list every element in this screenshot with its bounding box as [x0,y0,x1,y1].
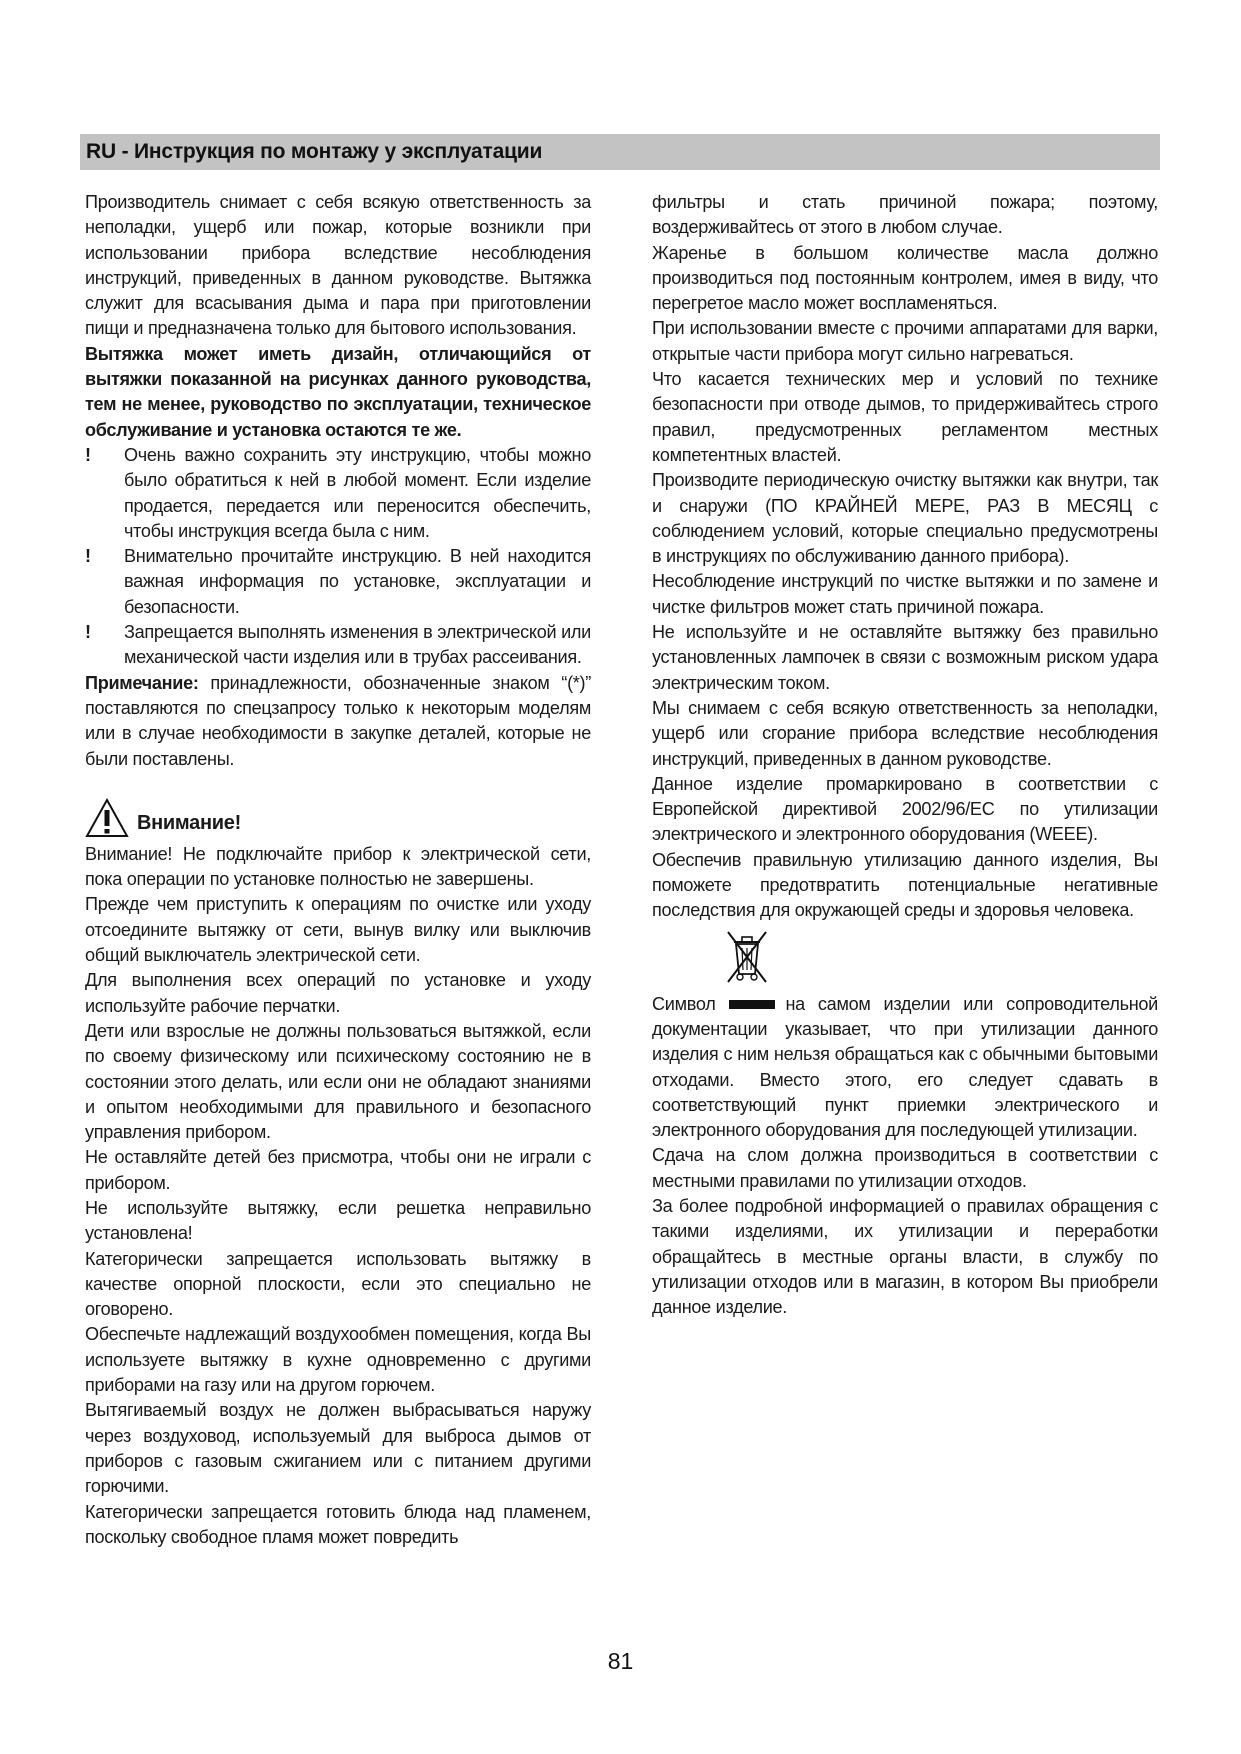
safety-paragraph: Производите периодическую очистку вытяжки как внутри, так и снаружи (ПО КРАЙНЕЙ МЕРЕ, РАЗ В МЕСЯЦ с соблюдением условий, которые специально предусмотрены в инструкциях по обслуживанию данного прибора). [652,470,1158,567]
safety-paragraph: При использовании вместе с прочими аппаратами для варки, открытые части прибора могут сильно нагреваться. [652,318,1158,364]
safety-paragraph: Что касается технических мер и условий по технике безопасности при отводе дымов, то придерживайтесь строго правил, предусмотренных регламентом местных компетентных властей. [652,369,1158,465]
bullet-item [85,544,591,620]
warning-paragraph: Вытягиваемый воздух не должен выбрасываться наружу через воздуховод, используемый для выброса дымов от приборов с газовым сжиганием или с питанием другими горючими. [85,1400,591,1497]
exclamation-bullet: ! [85,546,91,567]
safety-paragraph: Обеспечив правильную утилизацию данного изделия, Вы поможете предотвратить потенциальные негативные последствия для окружающей среды и здоровья человека. [652,849,1158,921]
symbol-label: Символ [652,993,716,1014]
note-paragraph [85,671,591,772]
warning-paragraph: Внимание! Не подключайте прибор к электрической сети, пока операции по установке полностью не завершены. [85,843,591,890]
section-header [80,134,1160,170]
section-title: RU - Инструкция по монтажу у эксплуатации [86,140,543,163]
warning-paragraph: Для выполнения всех операций по установке и уходу используйте рабочие перчатки. [85,970,591,1016]
warning-paragraph: Не оставляйте детей без присмотра, чтобы они не играли с прибором. [85,1147,591,1193]
bullet-text: Внимательно прочитайте инструкцию. В ней находится важная информация по установке, эксплуатации и безопасности. [124,546,591,617]
page-number: 81 [607,1648,634,1674]
bullet-item [85,443,591,544]
exclamation-bullet: ! [85,444,91,465]
weee-symbol [722,928,1158,988]
right-column [652,190,1158,1320]
safety-paragraph: Несоблюдение инструкций по чистке вытяжки и по замене и чистке фильтров может стать причиной пожара. [652,571,1158,617]
warning-paragraph: Категорически запрещается использовать вытяжку в качестве опорной плоскости, если это специально не оговорено. [85,1248,591,1320]
attention-heading [85,792,591,838]
safety-paragraph: Мы снимаем с себя всякую ответственность за неполадки, ущерб или сгорание прибора вследствие несоблюдения инструкций, приведенных в данном руководстве. [652,697,1158,769]
warning-paragraph: Категорически запрещается готовить блюда над пламенем, поскольку свободное пламя может повредить [85,1501,591,1547]
note-label: Примечание: [85,672,199,693]
design-note: Вытяжка может иметь дизайн, отличающийся от вытяжки показанной на рисунках данного руководства, тем не менее, руководство по эксплуатации, техническое обслуживание и установка остаются те же. [85,343,591,440]
exclamation-bullet: ! [85,622,91,643]
bullet-text: Запрещается выполнять изменения в электрической или механической части изделия или в трубах рассеивания. [124,622,591,668]
warning-paragraph: Дети или взрослые не должны пользоваться вытяжкой, если по своему физическому или психическому состоянию не в состоянии этого делать, или если они не обладают знаниями и опытом необходимыми для правильного и безопасного управления прибором. [85,1020,591,1143]
disposal-paragraph: За более подробной информацией о правилах обращения с такими изделиями, их утилизации и переработки обращайтесь в местные органы власти, в службу по утилизации отходов или в магазин, в котором Вы приобрели данное изделие. [652,1195,1158,1318]
attention-title: Внимание! [137,811,241,834]
disposal-paragraph: Сдача на слом должна производиться в соответствии с местными правилами по утилизации отходов. [652,1145,1158,1191]
left-column [85,190,591,1550]
warning-triangle-icon [85,798,129,838]
bullet-text: Очень важно сохранить эту инструкцию, чтобы можно было обратиться к ней в любой момент. Если изделие продается, передается или переносится обеспечить, чтобы инструкция всегда была с ним. [124,444,591,541]
bullet-item [85,620,591,671]
warning-paragraph: Обеспечьте надлежащий воздухообмен помещения, когда Вы используете вытяжку в кухне одновременно с другими приборами на газу или на другом горючем. [85,1324,591,1396]
symbol-paragraph [652,992,1158,1144]
warning-paragraph: Прежде чем приступить к операциям по очистке или уходу отсоедините вытяжку от сети, вынув вилку или выключив общий выключатель электрической сети. [85,894,591,966]
safety-paragraph: Жаренье в большом количестве масла должно производиться под постоянным контролем, имея в виду, что перегретое масло может воспламеняться. [652,242,1158,314]
safety-paragraph: Данное изделие промаркировано в соответствии с Европейской директивой 2002/96/EC по утилизации электрического и электронного оборудования (WEEE). [652,773,1158,845]
safety-paragraph: Не используйте и не оставляйте вытяжку без правильно установленных лампочек в связи с возможным риском удара электрическим током. [652,622,1158,693]
warning-paragraph: Не используйте вытяжку, если решетка неправильно установлена! [85,1197,591,1244]
note-text: принадлежности, обозначенные знаком “(*)” поставляются по спецзапросу только к некоторым моделям или в случае необходимости в закупке деталей, которые не были поставлены. [85,672,591,769]
safety-paragraph: фильтры и стать причиной пожара; поэтому, воздерживайтесь от этого в любом случае. [652,192,1158,238]
intro-paragraph: Производитель снимает с себя всякую ответственность за неполадки, ущерб или пожар, которые возникли при использовании прибора вследствие несоблюдения инструкций, приведенных в данном руководстве. Вытяжка служит для всасывания дыма и пара при приготовлении пищи и предназначена только для бытового использования. [85,192,591,339]
bin-bar-icon [729,1000,775,1009]
symbol-text: на самом изделии или сопроводительной документации указывает, что при утилизации данного изделия с ним нельзя обращаться как с обычными бытовыми отходами. Вместо этого, его следует сдавать в соответствующий пункт приемки электрического и электронного оборудования для последующей утилизации. [652,993,1158,1141]
crossed-bin-icon [722,928,772,986]
